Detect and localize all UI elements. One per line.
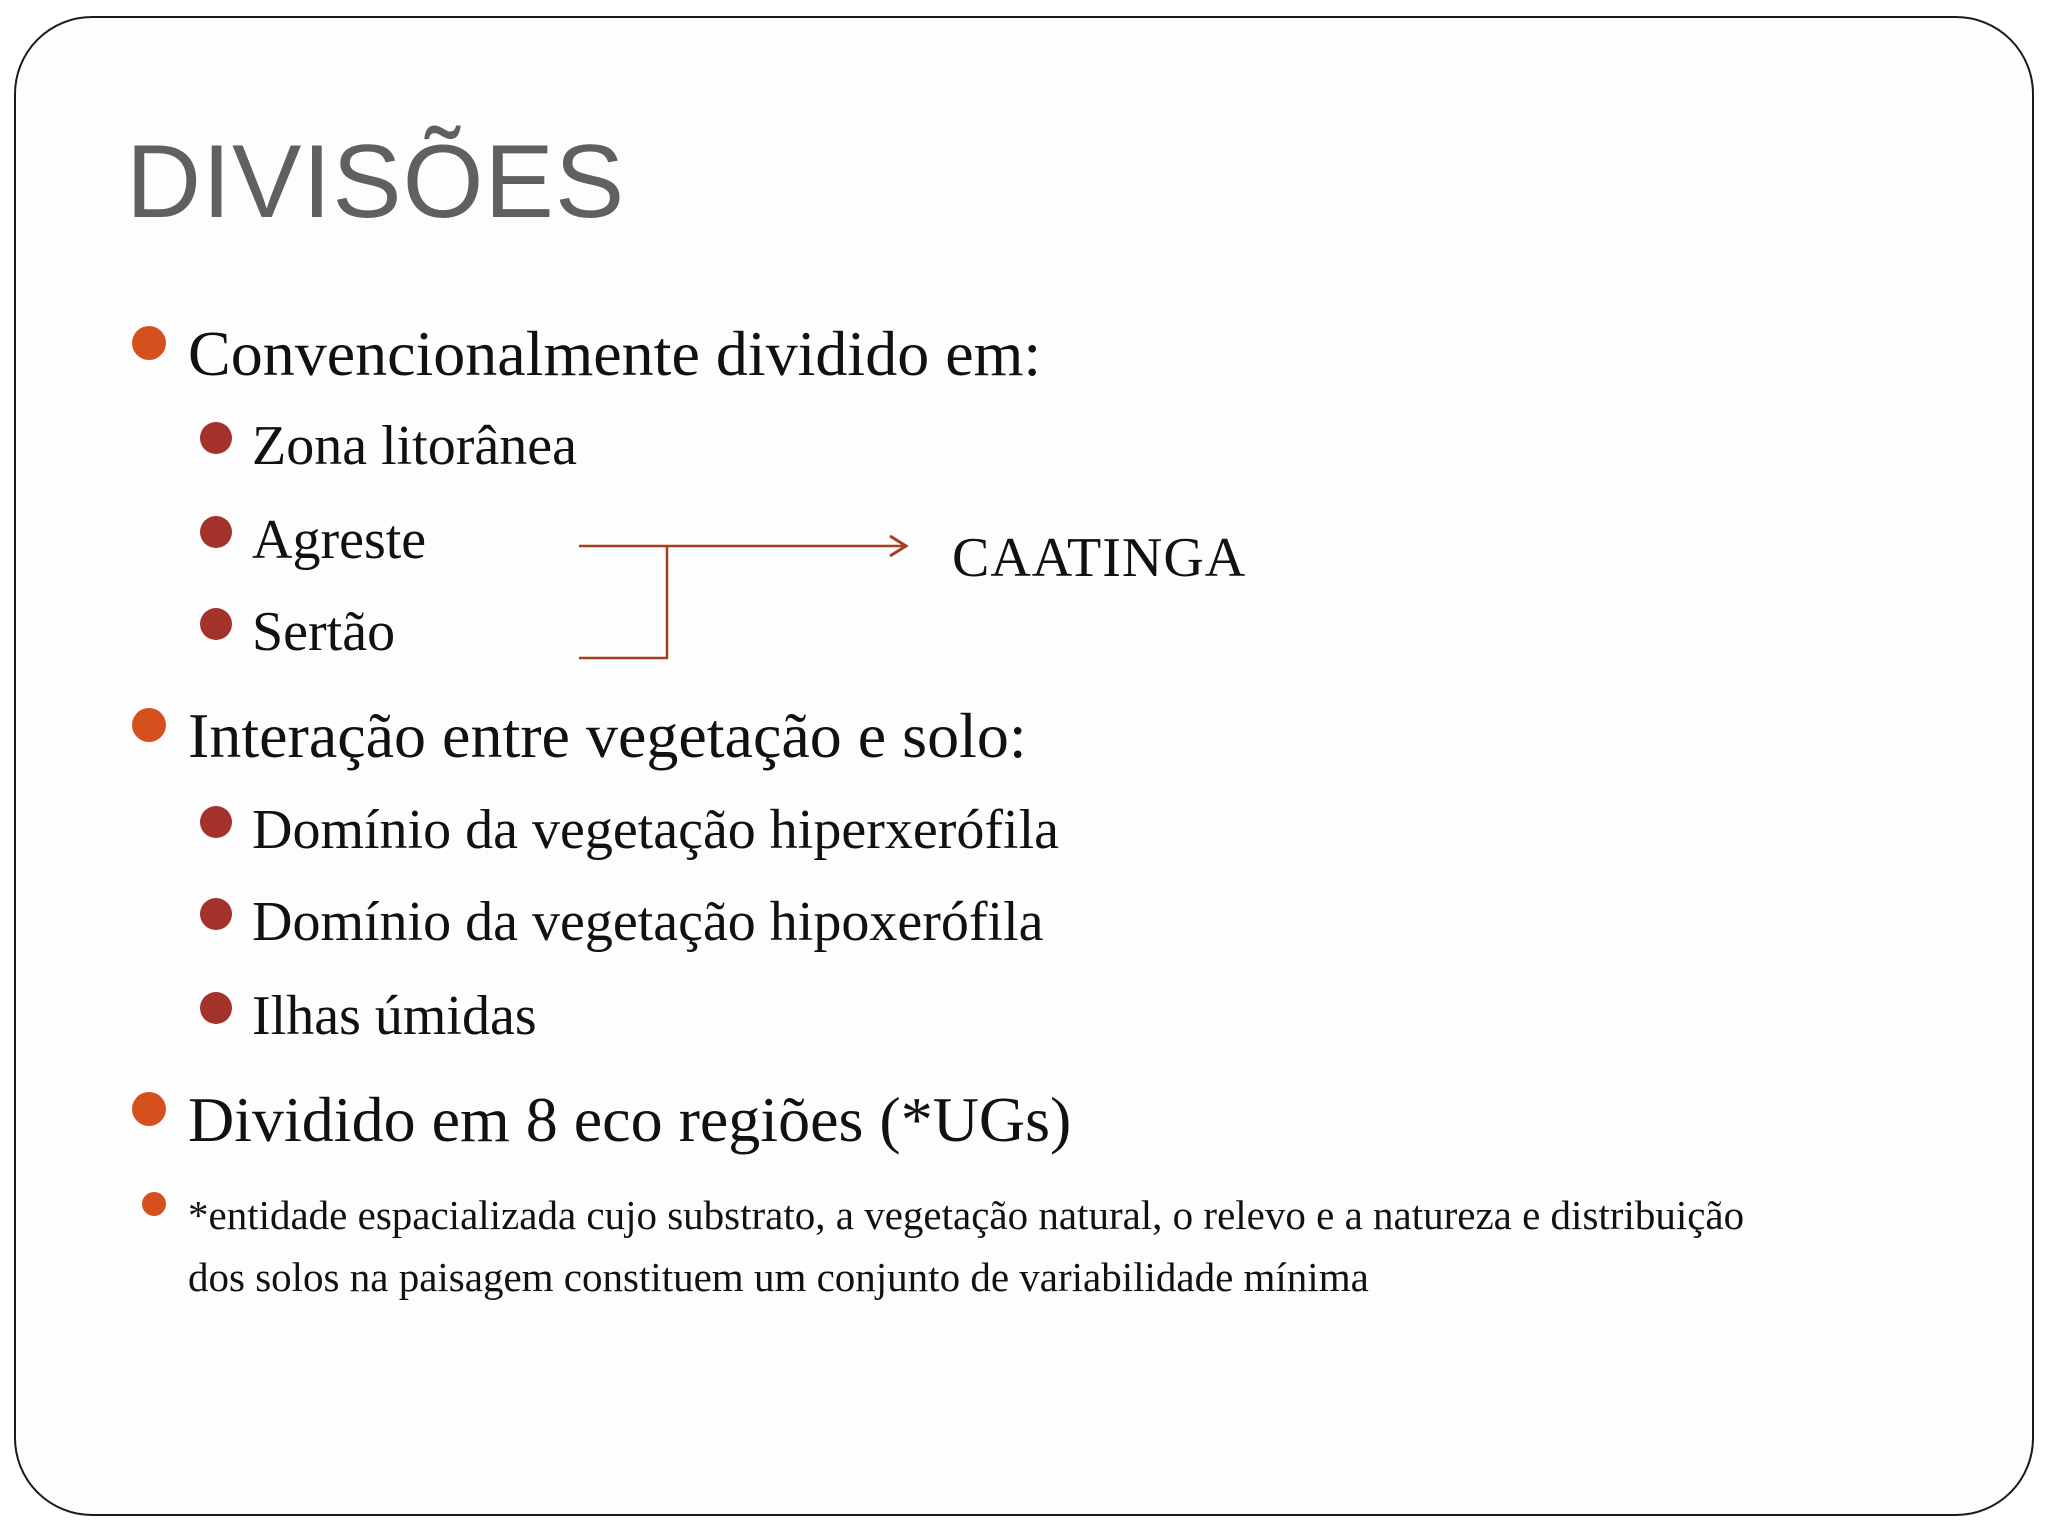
sub-item-sertao: Sertão [252,601,396,663]
connector-line-sertao [579,546,667,658]
sub-bullet-dot [200,898,232,930]
bullet-vegetation-soil-interaction: Interação entre vegetação e solo: [188,700,1027,771]
sub-bullet-dot [200,992,232,1024]
arrow-head-icon [890,536,906,556]
bullet-dot [132,708,166,742]
footnote-ug-definition: *entidade espacializada cujo substrato, a vegetação natural, o relevo e a natureza e distribuição dos solos na paisagem constituem um conjunto de variabilidade mínima [188,1192,1745,1300]
sub-item-ilhas-umidas: Ilhas úmidas [252,985,537,1047]
sub-item-hipoxerofila: Domínio da vegetação hipoxerófila [252,891,1044,953]
sub-bullet-dot [200,608,232,640]
slide-title: DIVISÕES [126,124,626,240]
slide [14,16,2034,1516]
sub-item-agreste: Agreste [252,509,427,571]
sub-item-zona-litoranea: Zona litorânea [252,415,577,477]
note-bullet-dot [142,1192,166,1216]
sub-item-hiperxerofila: Domínio da vegetação hiperxerófila [252,799,1059,861]
caatinga-label: CAATINGA [952,527,1247,589]
bullet-conventional-division: Convencionalmente dividido em: [188,318,1042,389]
sub-bullet-dot [200,516,232,548]
bullet-eco-regions: Dividido em 8 eco regiões (*UGs) [188,1084,1072,1155]
sub-bullet-dot [200,422,232,454]
sub-bullet-dot [200,806,232,838]
bullet-dot [132,326,166,360]
bullet-dot [132,1092,166,1126]
